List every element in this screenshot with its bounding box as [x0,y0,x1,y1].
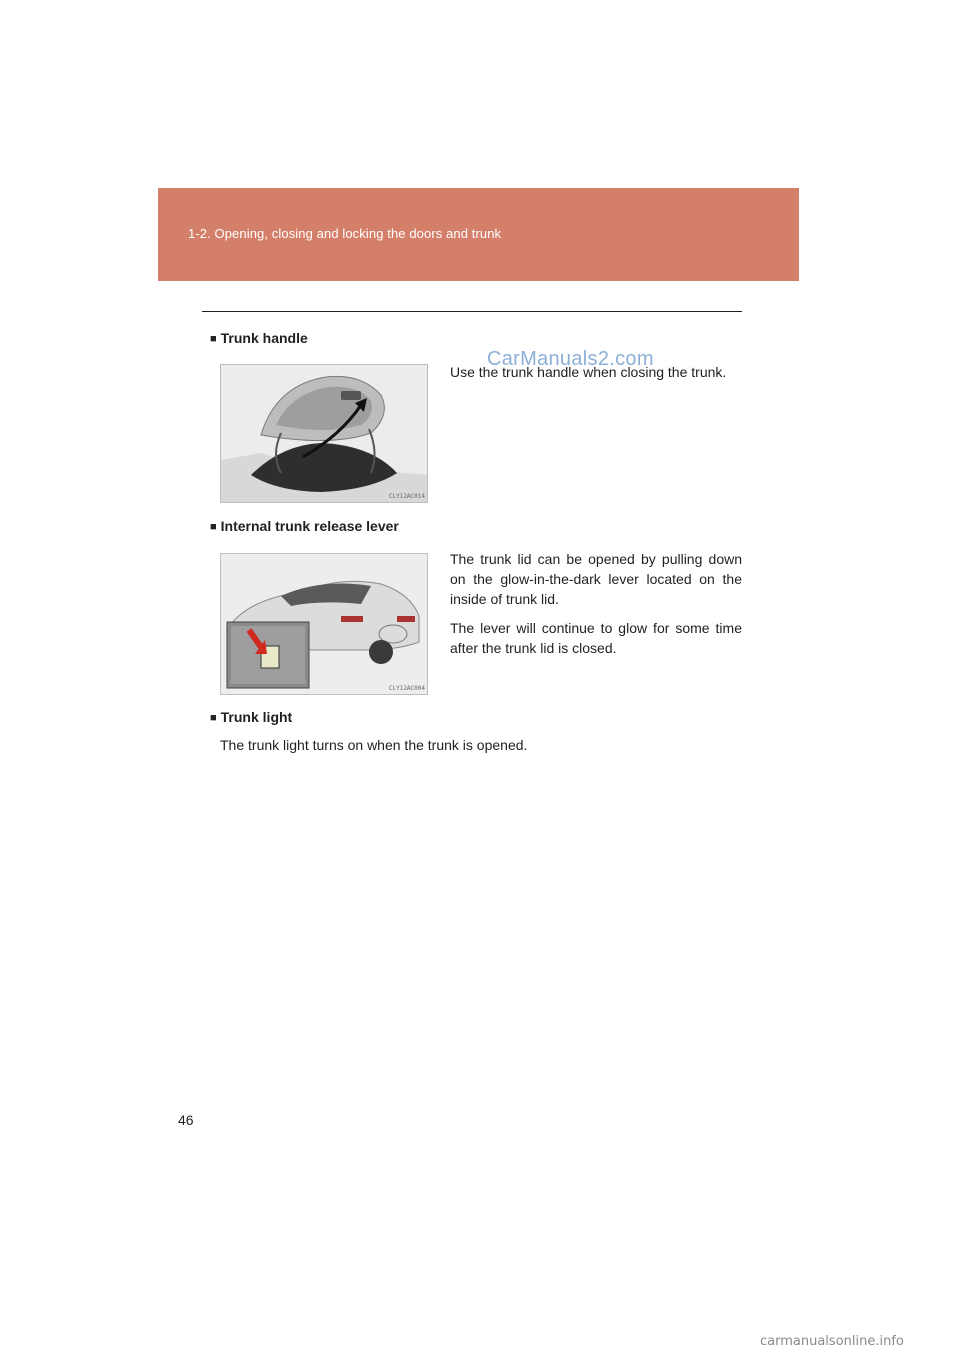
trunk-light-description: The trunk light turns on when the trunk is opened. [220,737,528,753]
paragraph: Use the trunk handle when closing the trunk. [450,364,727,380]
heading-text: Trunk light [220,709,293,725]
heading-text: Internal trunk release lever [220,518,399,534]
watermark-overlay: CarManuals2.com [487,348,654,370]
image-code: CLY12AC004 [388,685,425,692]
section-heading-trunk-light [210,709,292,725]
chapter-title: 1-2. Opening, closing and locking the doors and trunk [188,226,502,241]
chapter-header-band [158,188,799,281]
paragraph: The trunk lid can be opened by pulling down on the glow-in-the-dark lever located on the inside of trunk lid. [450,551,742,607]
image-code: CLY12AC014 [388,493,425,500]
footer-watermark: carmanualsonline.info [760,1334,904,1349]
square-bullet-icon: ■ [210,521,217,533]
page-number: 46 [178,1112,194,1128]
heading-text: Trunk handle [220,330,308,346]
square-bullet-icon: ■ [210,712,217,724]
trunk-handle-illustration [220,364,428,503]
section-heading-release-lever [210,518,399,534]
square-bullet-icon: ■ [210,333,217,345]
paragraph: The lever will continue to glow for some time after the trunk lid is closed. [450,620,742,656]
release-lever-description [450,549,742,667]
section-divider [202,311,742,312]
release-lever-illustration [220,553,428,695]
section-heading-trunk-handle [210,330,308,346]
